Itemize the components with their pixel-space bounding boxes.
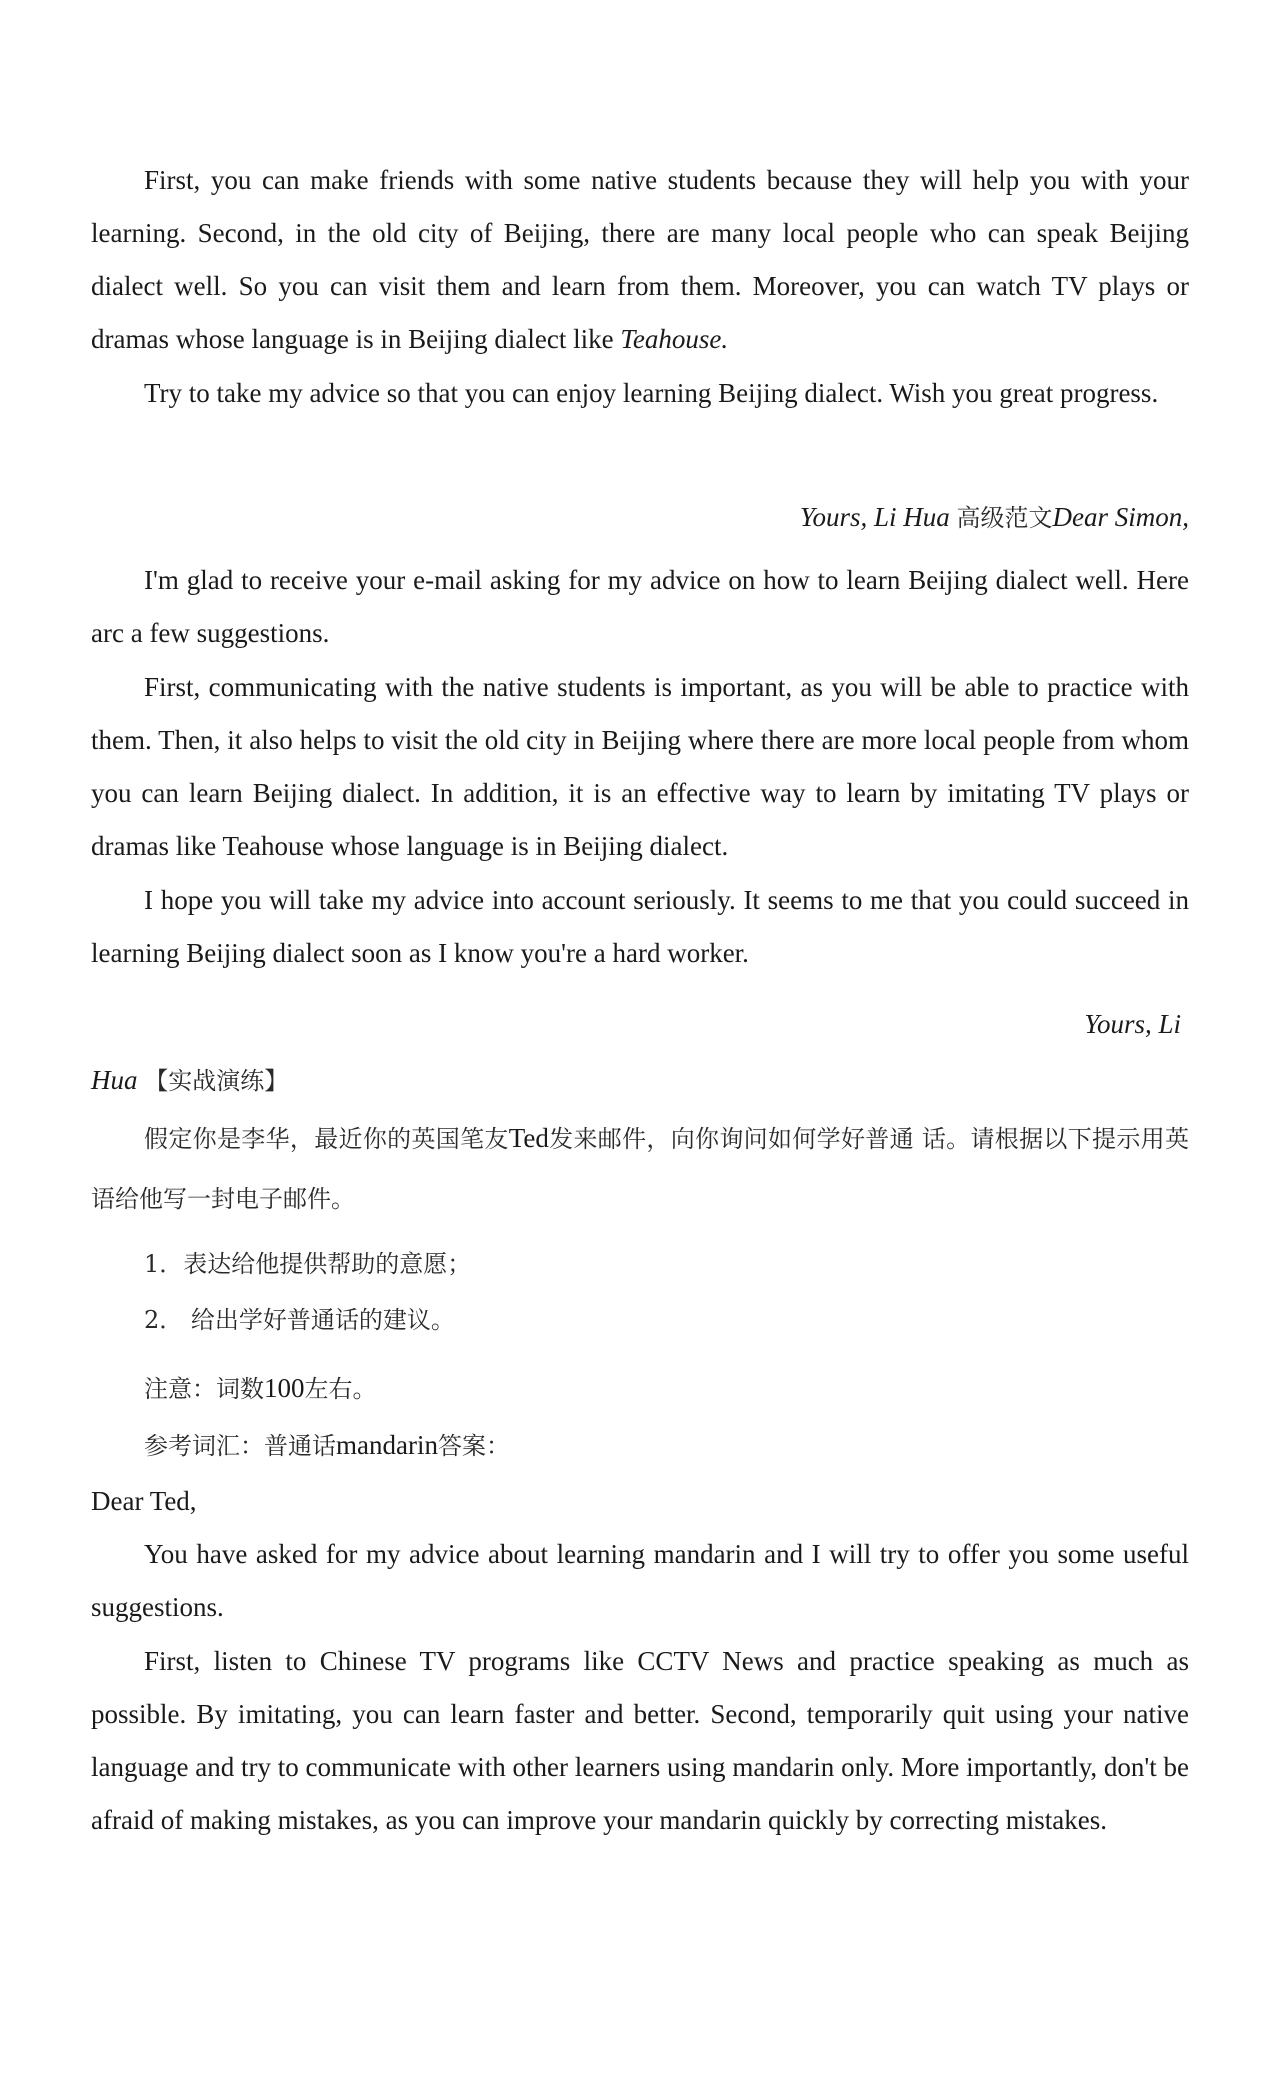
sample2-closing-line1 [91,998,1189,1051]
task-note-part1: 注意：词数 [144,1375,264,1403]
answer-paragraph-asked: You have asked for my advice about learning mandarin and I will try to offer you some useful suggestions. [91,1539,1189,1622]
drama-title: Teahouse. [620,324,729,354]
task-prompt-part1: 假定你是李华，最近你的英国笔友 [144,1125,509,1153]
sample1-paragraph-first [91,154,1189,366]
task-vocab-answer-label: 答案： [437,1432,510,1460]
task-prompt [91,1108,1189,1229]
sample1-paragraph-first-text: First, you can make friends with some native students because they will help you with your learning. Second, in the old city of Beijing, there are many local people who can speak Beijing dialect well. So you can visit them and learn from them. Moreover, you can watch TV plays or dramas whose language is in Beijing dialect like [91,165,1189,354]
task-prompt-part2: 发来邮件，向你询问如何学好普通 话。请根据以下提示用英语给他写一封电子邮件。 [91,1125,1189,1213]
task-vocab-part1: 参考词汇：普通话 [144,1432,336,1460]
sample2-closing-part2: Hua [91,1065,138,1095]
task-prompt-name: Ted [508,1123,549,1153]
sample1-closing-line [91,491,1189,545]
sample2-paragraph-first: First, communicating with the native students is important, as you will be able to practice with them. Then, it also helps to visit the old city in Beijing where there are more local people from whom you can learn Beijing dialect. In addition, it is an effective way to learn by imitating TV plays or dramas like Teahouse whose language is in Beijing dialect. [91,672,1189,861]
sample2-paragraph-glad: I'm glad to receive your e-mail asking for my advice on how to learn Beijing dialect well. Here arc a few suggestions. [91,565,1189,648]
section-label-practice: 【实战演练】 [144,1067,289,1095]
sample1-paragraph-try: Try to take my advice so that you can enjoy learning Beijing dialect. Wish you great progress. [144,378,1159,408]
answer-greeting: Dear Ted, [91,1486,197,1516]
task-item-2: 2． 给出学好普通话的建议。 [144,1306,455,1334]
section-label-model-essay: 高级范文 [956,504,1053,532]
sample2-greeting: Dear Simon, [1052,502,1189,532]
task-vocab [91,1415,1189,1476]
task-item-1: 1．表达给他提供帮助的意愿； [144,1250,472,1278]
sample2-closing-line2 [91,1054,1189,1108]
sample1-closing: Yours, Li Hua [799,502,950,532]
task-note [91,1358,1189,1419]
sample2-closing-part1: Yours, Li [1084,1009,1181,1039]
answer-paragraph-first: First, listen to Chinese TV programs like CCTV News and practice speaking as much as possible. By imitating, you can learn faster and better. Second, temporarily quit using your native language and try to communicate with other learners using mandarin only. More importantly, don't be afraid of making mistakes, as you can improve your mandarin quickly by correcting mistakes. [91,1646,1189,1835]
sample2-paragraph-hope: I hope you will take my advice into account seriously. It seems to me that you could succeed in learning Beijing dialect soon as I know you're a hard worker. [91,885,1189,968]
task-vocab-word: mandarin [336,1430,438,1460]
task-note-part2: 左右。 [304,1375,377,1403]
task-note-word-count: 100 [264,1373,305,1403]
